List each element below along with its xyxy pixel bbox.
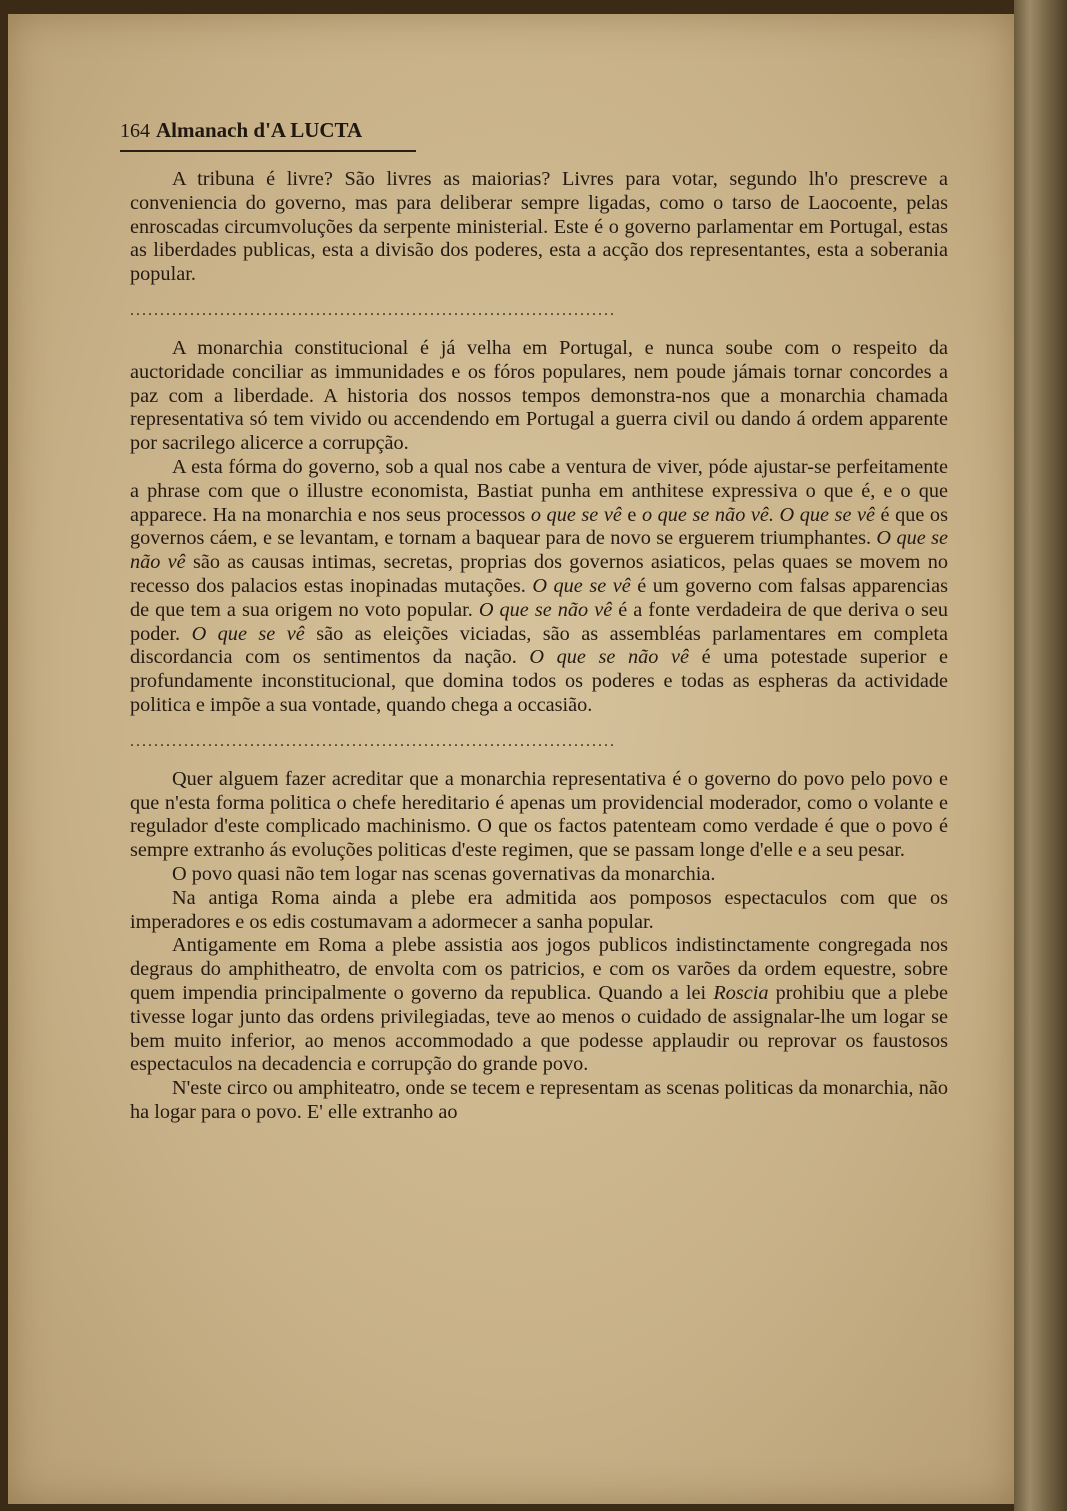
paragraph: N'este circo ou amphiteatro, onde se tecem e representam as scenas politicas da monarchia, não ha logar para o povo. E' elle extranho ao — [130, 1077, 948, 1123]
book-spine — [1014, 0, 1067, 1511]
paragraph — [130, 456, 948, 718]
italic-run: O que se não vê — [529, 646, 690, 669]
italic-run: O que se não vê — [478, 598, 613, 621]
paragraph — [130, 934, 948, 1077]
body-text — [130, 168, 948, 1125]
italic-run: O que se vê — [191, 622, 305, 645]
text-run: são as eleições viciadas, são as assembléas parlamentares em completa discordancia com os sentimentos da nação. — [130, 622, 948, 669]
paragraph: A tribuna é livre? São livres as maiorias? Livres para votar, segundo lh'o prescreve a conveniencia do governo, mas para deliberar sempre ligadas, como o tarso de Laocoente, pelas enroscadas circumvoluções da serpente ministerial. Este é o governo parlamentar em Portugal, estas as liberdades publicas, esta a divisão dos poderes, esta a acção dos representantes, esta a soberania popular. — [130, 168, 948, 286]
text-run: é um governo com falsas apparencias de que tem a sua origem no voto popular. — [130, 574, 949, 621]
italic-run: O que se vê — [532, 574, 631, 597]
dotted-separator: ................................................................................. — [130, 732, 616, 750]
header-rule — [120, 150, 416, 152]
italic-run: Roscia — [713, 981, 769, 1004]
paragraph: A monarchia constitucional é já velha em Portugal, e nunca soube com o respeito da auctoridade conciliar as immunidades e os fóros populares, nem poude jámais tornar concordes a paz com a liberdade. A historia dos nossos tempos demonstra-nos que a monarchia chamada representativa só tem vivido ou accendendo em Portugal a guerra civil ou dando á ordem apparente por sacrilego alicerce a corrupção. — [130, 336, 948, 455]
text-run: Antigamente em Roma a plebe assistia aos jogos publicos indistinctamente congregada nos degraus do amphitheatro, de envolta com os patricios, e com os varões da ordem equestre, sobre quem impendia principalmente o governo da republica. Quando a lei — [130, 934, 948, 1004]
text-run: prohibiu que a plebe tivesse logar junto das ordens privilegiadas, teve ao menos o cuidado de assignalar-lhe um logar se bem muito inferior, ao menos accommodado a que podesse applaudir ou reprovar os faustosos espectaculos na decadencia e corrupção do grande povo. — [130, 981, 949, 1076]
text-run: é a fonte verdadeira de que deriva o seu poder. — [130, 598, 949, 645]
text-run: é uma potestade superior e profundamente inconstitucional, que domina todos os poderes e todas as espheras da actividade politica e impõe a sua vontade, quando chega a occasião. — [130, 646, 948, 716]
text-run: são as causas intimas, secretas, proprias dos governos asiaticos, pelas quaes se movem no recesso dos palacios estas inopinadas mutações. — [130, 551, 948, 597]
running-title: Almanach d'A LUCTA — [156, 118, 363, 142]
text-run: A esta fórma do governo, sob a qual nos cabe a ventura de viver, póde ajustar-se perfeitamente a phrase com que o illustre economista, Bastiat punha em anthitese expressiva o que é, e o que apparece. Ha na monarchia e nos seus processos — [130, 455, 948, 526]
paragraph: O povo quasi não tem logar nas scenas governativas da monarchia. — [172, 862, 716, 885]
italic-run: o que se não vê. O que se vê — [641, 503, 875, 526]
italic-run: o que se vê — [530, 503, 622, 526]
text-run: e — [621, 503, 642, 526]
page-number: 164 — [120, 120, 150, 142]
paragraph: Na antiga Roma ainda a plebe era admitida aos pomposos espectaculos com que os imperadores e os edis costumavam a adormecer a sanha popular. — [130, 886, 948, 933]
running-header — [120, 118, 420, 158]
dotted-separator: ................................................................................. — [130, 301, 616, 319]
text-run: é que os governos cáem, e se levantam, e tornam a baquear para de novo se erguerem triumphantes. — [130, 503, 948, 550]
italic-run: O que se não vê — [130, 527, 948, 574]
paragraph: Quer alguem fazer acreditar que a monarchia representativa é o governo do povo pelo povo e que n'esta forma politica o chefe hereditario é apenas um providencial moderador, como o volante e regulador d'este complicado machinismo. O que os factos patenteam como verdade é que o povo é sempre extranho ás evoluções politicas d'este regimen, que se passam longe d'elle e a seu pesar. — [130, 767, 948, 862]
